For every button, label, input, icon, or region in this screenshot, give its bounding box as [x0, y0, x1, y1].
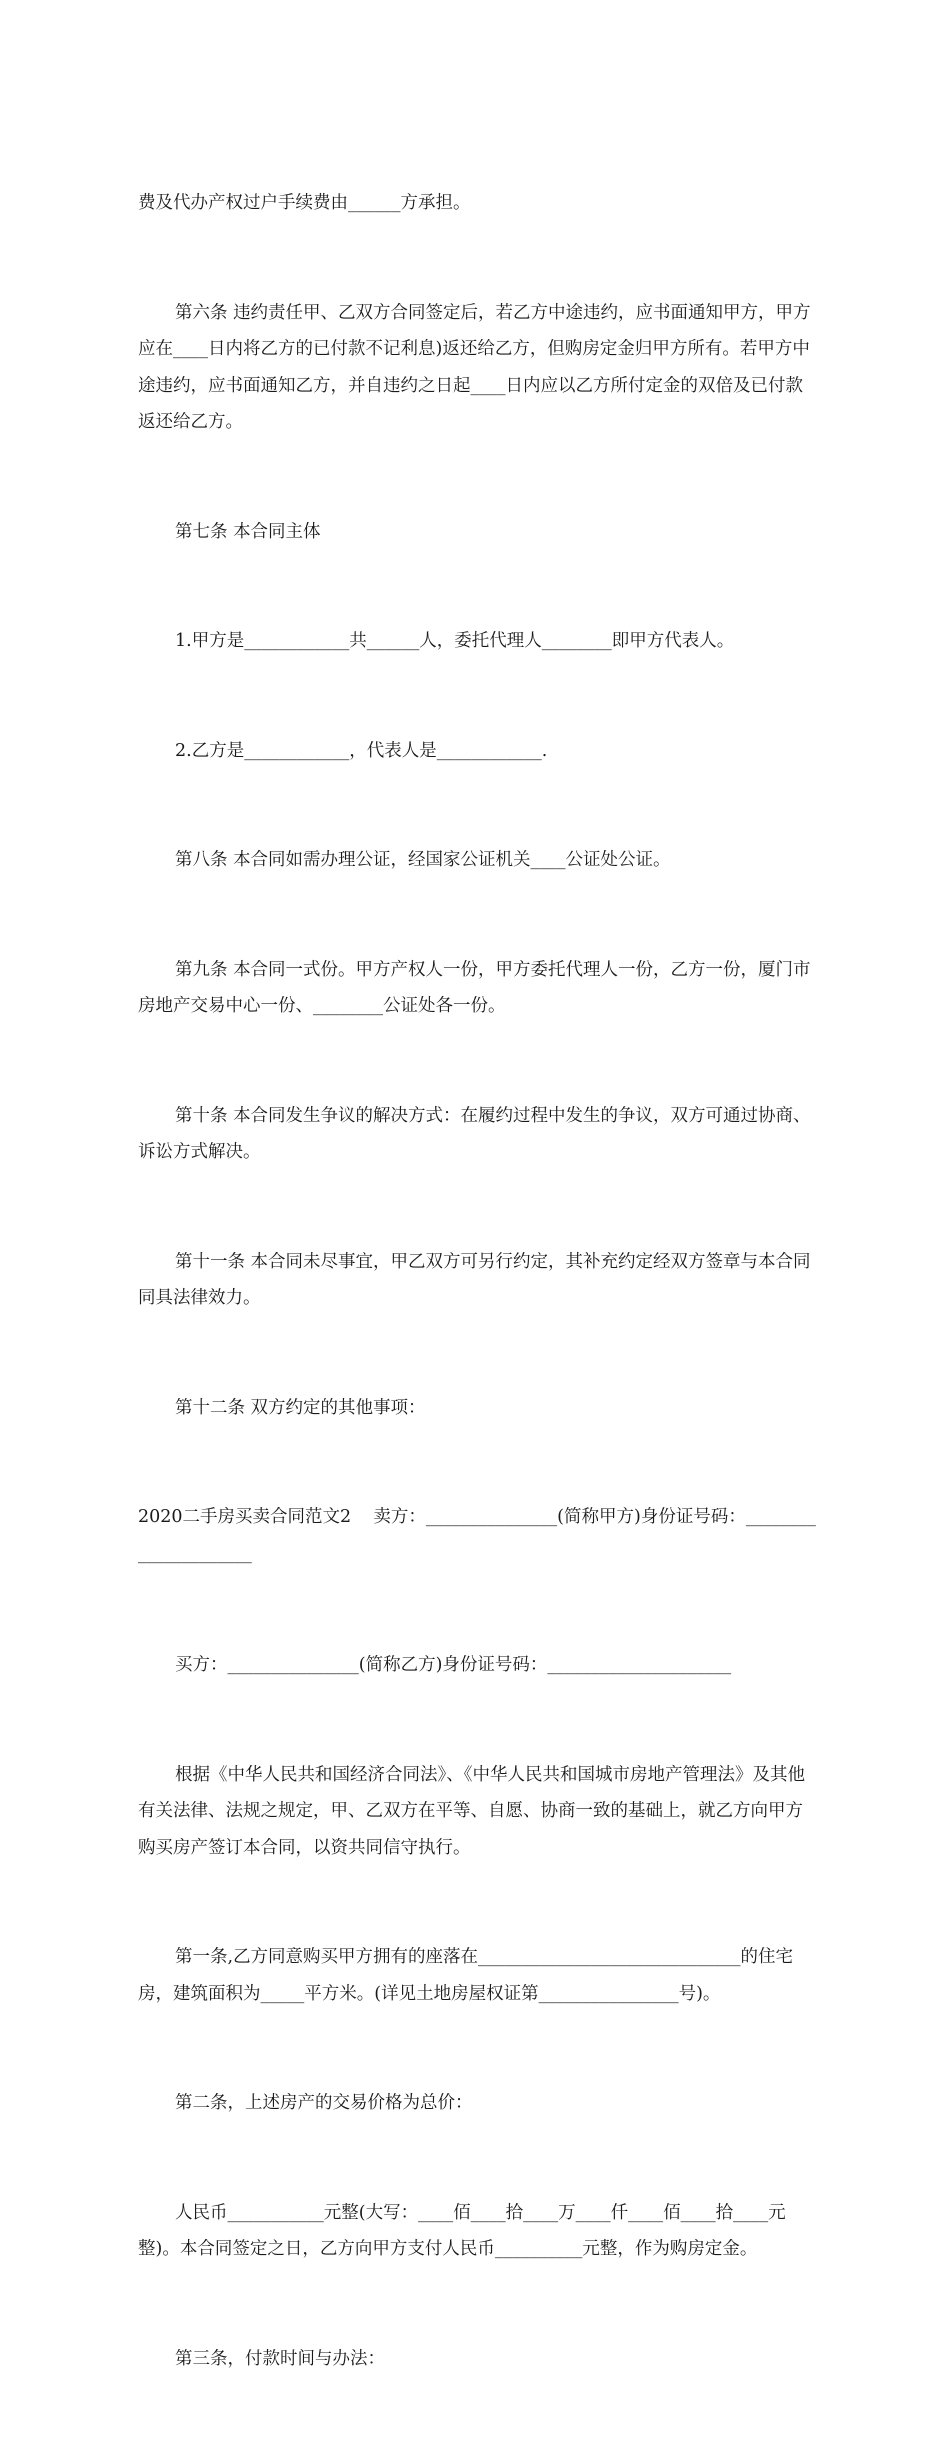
clause-1-property: 第一条,乙方同意购买甲方拥有的座落在______________________________的住宅房，建筑面积为_____平方米。(详见土地房屋权证第________________号)。 [138, 1947, 794, 2004]
article-7-item-1: 1.甲方是____________共______人，委托代理人________即甲方代表人。 [175, 631, 735, 651]
preamble-paragraph: 根据《中华人民共和国经济合同法》、《中华人民共和国城市房地产管理法》及其他有关法律、法规之规定，甲、乙双方在平等、自愿、协商一致的基础上，就乙方向甲方购买房产签订本合同，以资共同信守执行。 [138, 1764, 805, 1858]
article-12-other-matters: 第十二条 双方约定的其他事项： [175, 1397, 426, 1418]
article-9-copies: 第九条 本合同一式份。甲方产权人一份，甲方委托代理人一份，乙方一份，厦门市房地产交易中心一份、________公证处各一份。 [138, 959, 811, 1016]
article-10-disputes: 第十条 本合同发生争议的解决方式：在履约过程中发生的争议，双方可通过协商、诉讼方式解决。 [138, 1105, 811, 1162]
buyer-line: 买方：_______________(简称乙方)身份证号码：_____________________ [175, 1655, 732, 1675]
clause-2-price-heading: 第二条，上述房产的交易价格为总价： [175, 2093, 473, 2113]
clause-3-payment-heading: 第三条，付款时间与办法： [175, 2348, 385, 2369]
article-8-notarization: 第八条 本合同如需办理公证，经国家公证机关____公证处公证。 [175, 850, 671, 870]
paragraph-fee-continuation: 费及代办产权过户手续费由______方承担。 [138, 193, 471, 213]
article-11-supplement: 第十一条 本合同未尽事宜，甲乙双方可另行约定，其补充约定经双方签章与本合同同具法律效力。 [138, 1251, 811, 1308]
article-6-breach-liability: 第六条 违约责任甲、乙双方合同签定后，若乙方中途违约，应书面通知甲方，甲方应在____日内将乙方的已付款不记利息)返还给乙方，但购房定金归甲方所有。若甲方中途违约，应书面通知乙方，并自违约之日起____日内应以乙方所付定金的双倍及已付款返还给乙方。 [138, 302, 811, 432]
sample-2-seller-line: 2020二手房买卖合同范文2 卖方：_______________(简称甲方)身份证号码：_____________________ [138, 1507, 816, 1564]
clause-2-price-amount: 人民币___________元整(大写：____佰____拾____万____仟____佰____拾____元整)。本合同签定之日，乙方向甲方支付人民币__________元整，作为购房定金。 [138, 2202, 786, 2259]
article-7-item-2: 2.乙方是____________，代表人是____________. [175, 740, 548, 761]
document-body [138, 112, 818, 2450]
article-7-heading: 第七条 本合同主体 [175, 521, 321, 542]
